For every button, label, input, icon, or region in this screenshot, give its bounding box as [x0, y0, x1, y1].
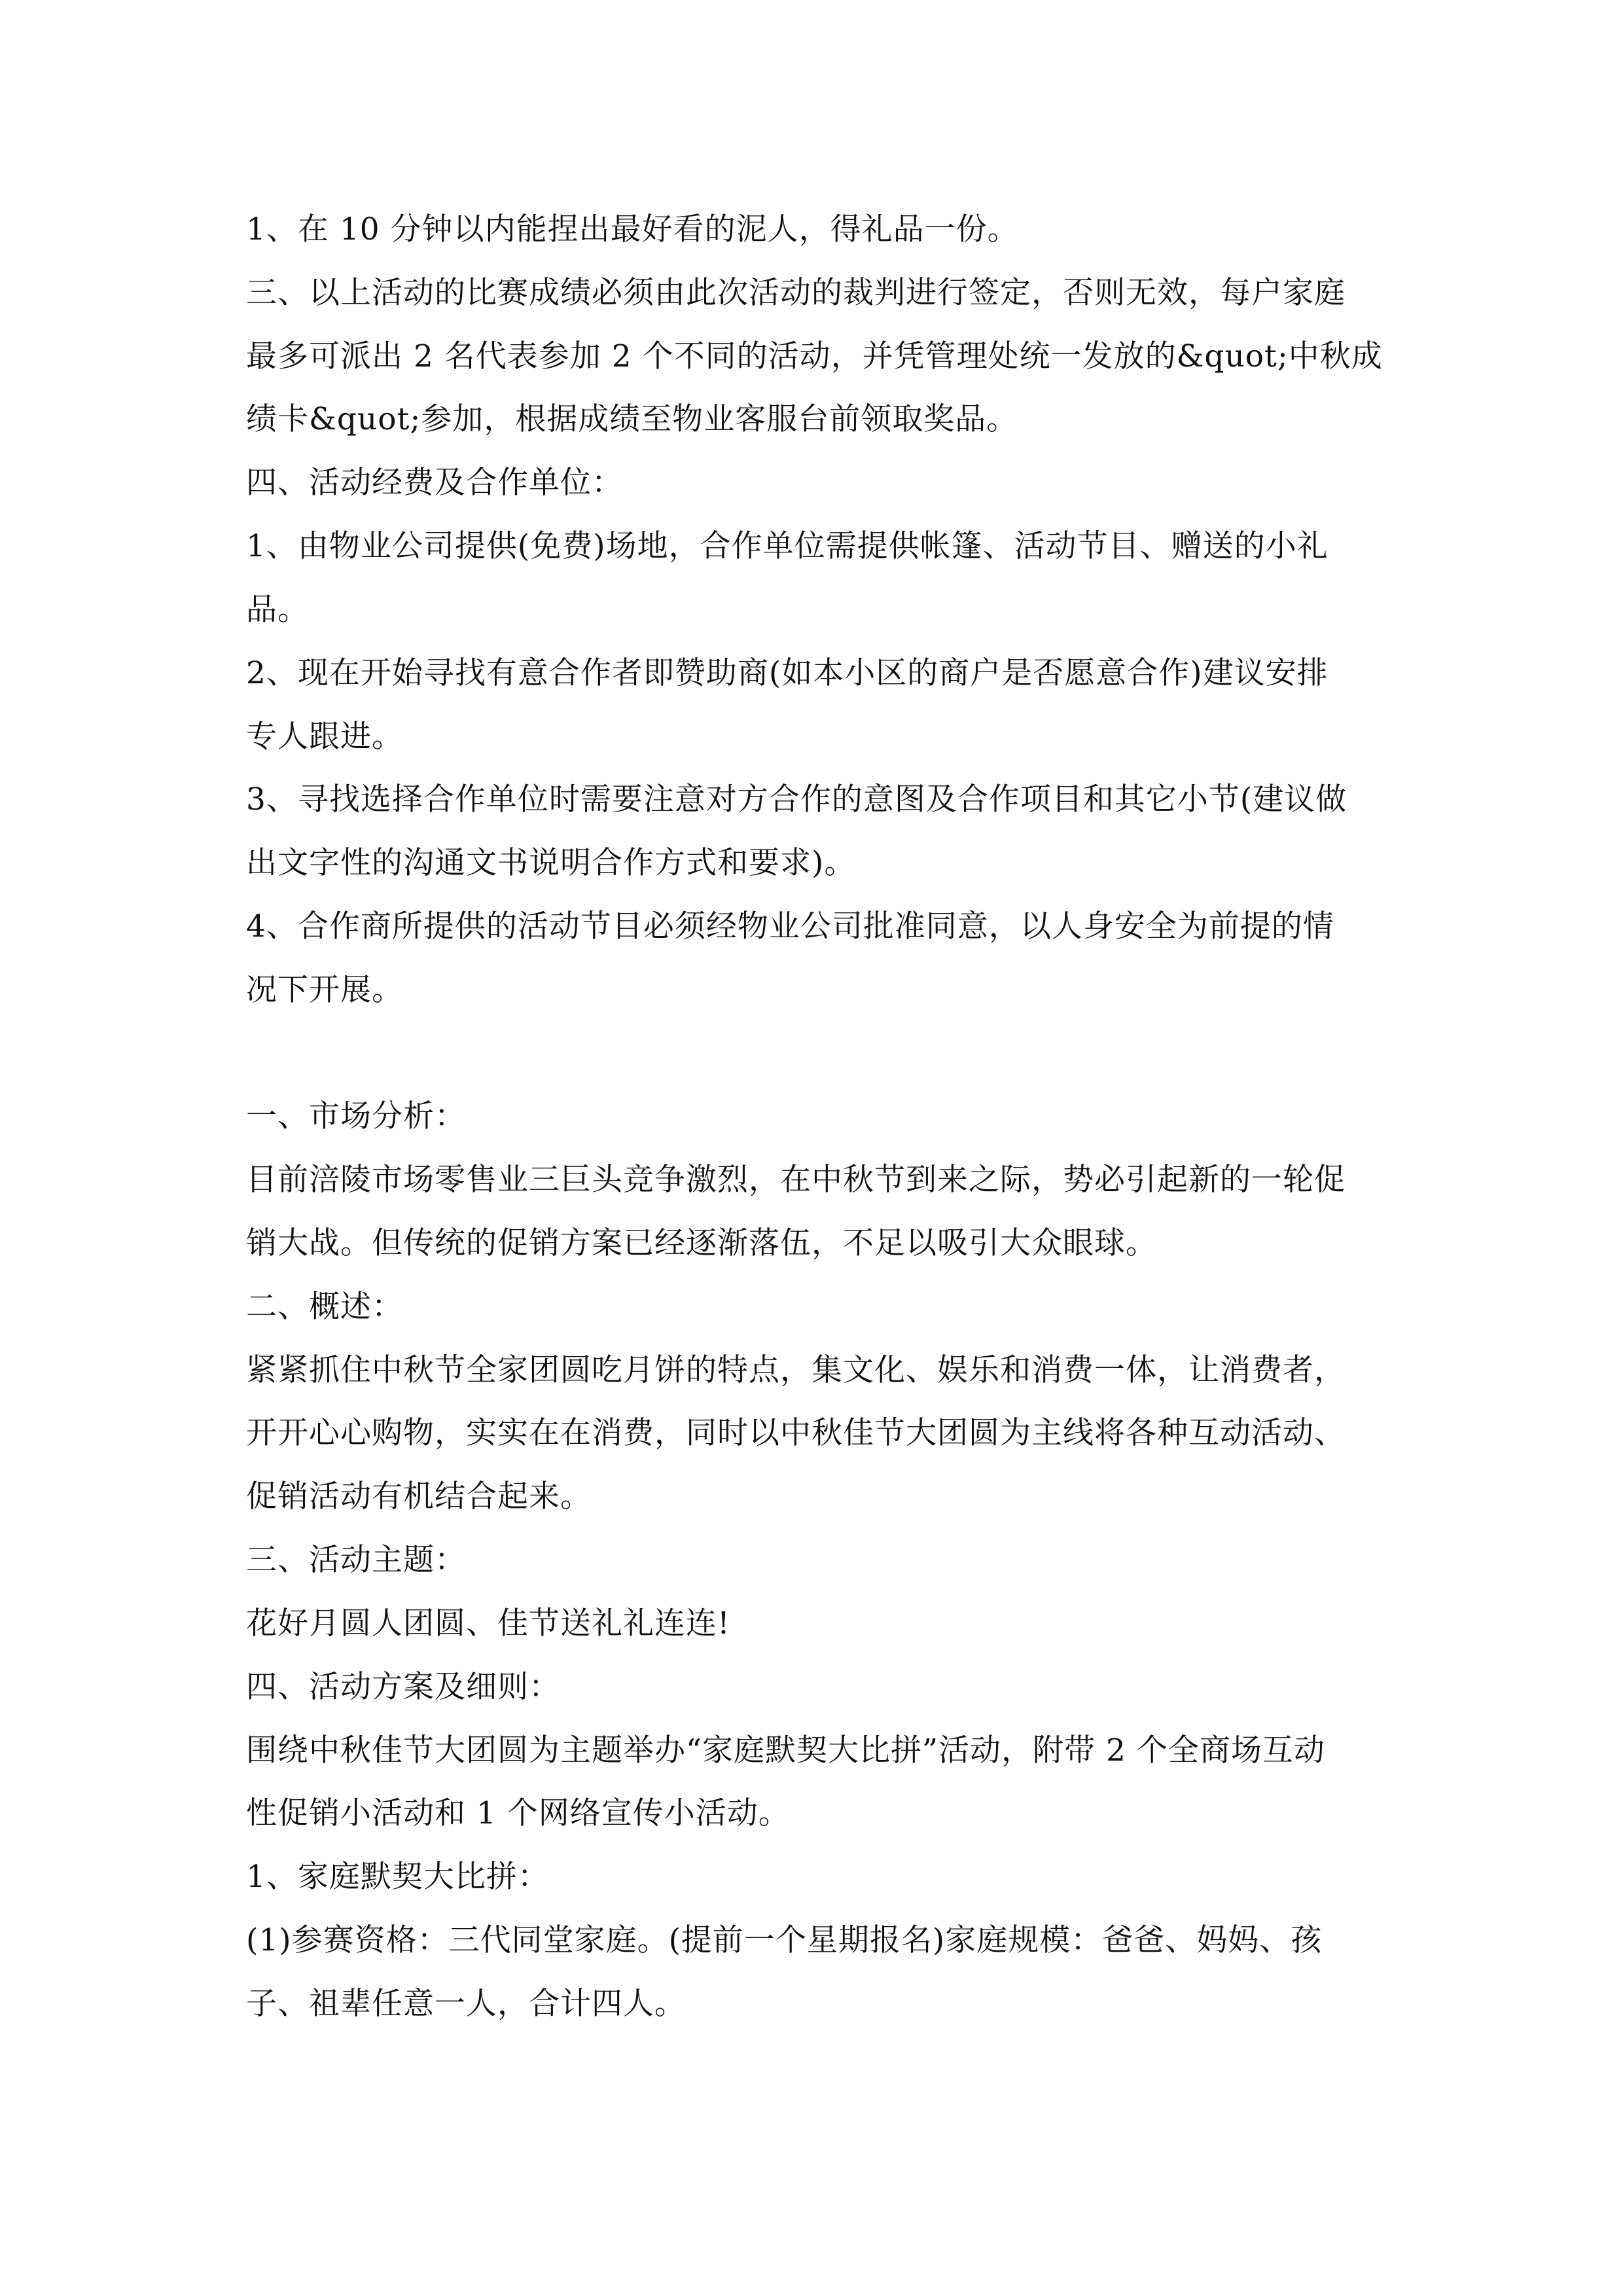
text-line: 紧紧抓住中秋节全家团圆吃月饼的特点，集文化、娱乐和消费一体，让消费者，: [246, 1352, 1346, 1388]
text-line: 品。: [246, 592, 309, 628]
text-line: 1、在 10 分钟以内能捏出最好看的泥人，得礼品一份。: [246, 211, 1019, 247]
section-heading: 四、活动方案及细则：: [246, 1669, 560, 1705]
text-line: 销大战。但传统的促销方案已经逐渐落伍，不足以吸引大众眼球。: [246, 1225, 1157, 1261]
text-line: 最多可派出 2 名代表参加 2 个不同的活动，并凭管理处统一发放的&quot;中秋成: [246, 338, 1383, 374]
text-line: 花好月圆人团圆、佳节送礼礼连连!: [246, 1605, 730, 1641]
text-line: 1、家庭默契大比拼：: [246, 1859, 549, 1895]
text-line: 出文字性的沟通文书说明合作方式和要求)。: [246, 845, 856, 881]
text-line: 绩卡&quot;参加，根据成绩至物业客服台前领取奖品。: [246, 401, 1018, 437]
text-line: 促销活动有机结合起来。: [246, 1479, 592, 1515]
text-line: 子、祖辈任意一人，合计四人。: [246, 1986, 686, 2022]
text-line: 三、以上活动的比赛成绩必须由此次活动的裁判进行签定，否则无效，每户家庭: [246, 275, 1346, 311]
text-line: 专人跟进。: [246, 719, 403, 755]
text-line: 开开心心购物，实实在在消费，同时以中秋佳节大团圆为主线将各种互动活动、: [246, 1415, 1346, 1451]
text-line: 3、寻找选择合作单位时需要注意对方合作的意图及合作项目和其它小节(建议做: [246, 781, 1347, 817]
text-line: 围绕中秋佳节大团圆为主题举办“家庭默契大比拼”活动，附带 2 个全商场互动: [246, 1732, 1325, 1768]
text-line: 1、由物业公司提供(免费)场地，合作单位需提供帐篷、活动节目、赠送的小礼: [246, 528, 1329, 564]
section-heading: 一、市场分析：: [246, 1098, 466, 1134]
text-line: 性促销小活动和 1 个网络宣传小活动。: [246, 1795, 790, 1831]
text-line: (1)参赛资格：三代同堂家庭。(提前一个星期报名)家庭规模：爸爸、妈妈、孩: [246, 1922, 1323, 1958]
text-line: 四、活动经费及合作单位：: [246, 465, 623, 501]
text-line: 目前涪陵市场零售业三巨头竞争激烈，在中秋节到来之际，势必引起新的一轮促: [246, 1162, 1346, 1198]
text-line: 4、合作商所提供的活动节目必须经物业公司批准同意，以人身安全为前提的情: [246, 908, 1334, 944]
text-line: 况下开展。: [246, 972, 403, 1008]
text-line: 2、现在开始寻找有意合作者即赞助商(如本小区的商户是否愿意合作)建议安排: [246, 655, 1329, 691]
section-heading: 二、概述：: [246, 1289, 403, 1325]
section-heading: 三、活动主题：: [246, 1542, 466, 1578]
